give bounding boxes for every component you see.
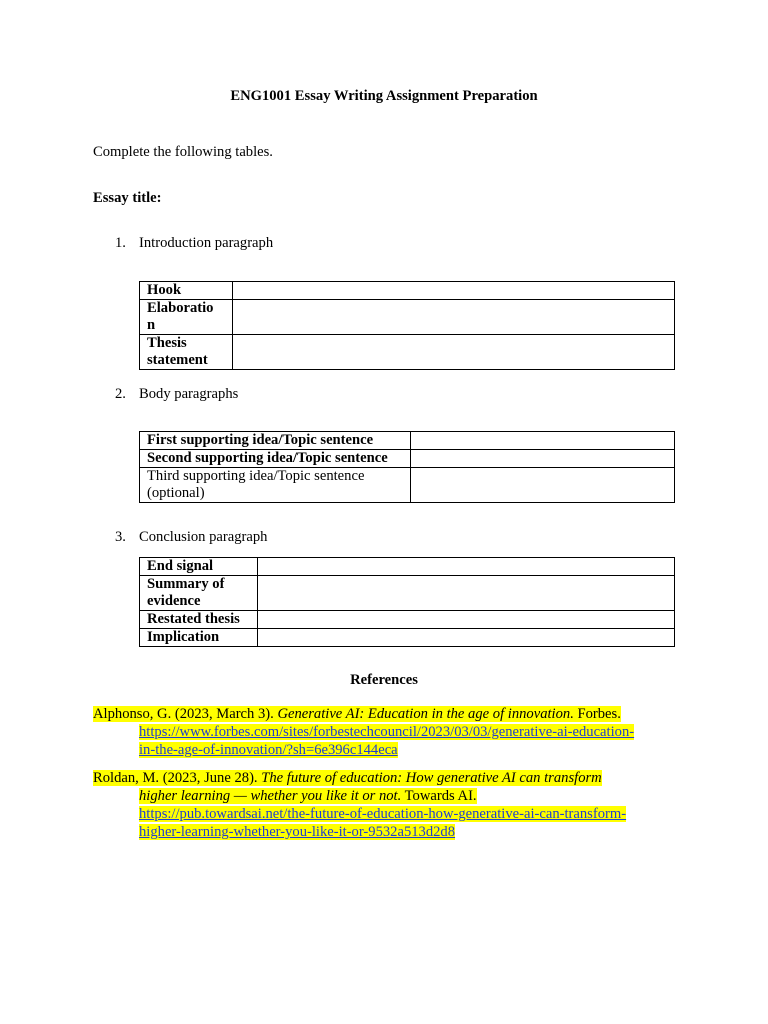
answer-cell-summary-of-evidence[interactable]	[258, 576, 675, 611]
body-paragraphs-table	[139, 431, 675, 503]
answer-cell-second-idea[interactable]	[411, 450, 675, 468]
row-label-end-signal: End signal	[140, 558, 258, 576]
section-body-heading	[115, 386, 238, 403]
answer-cell-implication[interactable]	[258, 629, 675, 647]
row-label-second-idea: Second supporting idea/Topic sentence	[140, 450, 411, 468]
table-row	[140, 468, 675, 503]
reference-url-link[interactable]: in-the-age-of-innovation/?sh=6e396c144eca	[139, 742, 398, 758]
introduction-table	[139, 281, 675, 370]
section-heading-text: Introduction paragraph	[139, 235, 274, 251]
reference-entry	[93, 705, 673, 759]
reference-title: Generative AI: Education in the age of innovation.	[277, 706, 574, 722]
table-row	[140, 611, 675, 629]
answer-cell-hook[interactable]	[233, 282, 675, 300]
reference-url-link[interactable]: https://www.forbes.com/sites/forbestechcouncil/2023/03/03/generative-ai-education-	[139, 724, 635, 740]
row-label-elaboration: Elaboratio n	[140, 300, 233, 335]
reference-author-date: Roldan, M. (2023, June 28).	[93, 770, 262, 786]
section-introduction-heading	[115, 235, 273, 252]
answer-cell-first-idea[interactable]	[411, 432, 675, 450]
section-conclusion-heading	[115, 529, 267, 546]
reference-publisher: Towards AI.	[401, 788, 477, 804]
reference-url-link[interactable]: https://pub.towardsai.net/the-future-of-education-how-generative-ai-can-transform-	[139, 806, 627, 822]
table-row	[140, 432, 675, 450]
answer-cell-restated-thesis[interactable]	[258, 611, 675, 629]
table-row	[140, 450, 675, 468]
answer-cell-third-idea[interactable]	[411, 468, 675, 503]
list-number: 2.	[115, 386, 126, 402]
row-label-implication: Implication	[140, 629, 258, 647]
answer-cell-end-signal[interactable]	[258, 558, 675, 576]
reference-author-date: Alphonso, G. (2023, March 3).	[93, 706, 278, 722]
table-row	[140, 335, 675, 370]
row-label-first-idea: First supporting idea/Topic sentence	[140, 432, 411, 450]
table-row	[140, 300, 675, 335]
document-title: ENG1001 Essay Writing Assignment Preparation	[230, 88, 538, 104]
reference-title-continued: higher learning — whether you like it or not.	[139, 788, 402, 804]
table-row	[140, 558, 675, 576]
row-label-summary-of-evidence: Summary of evidence	[140, 576, 258, 611]
section-heading-text: Body paragraphs	[139, 386, 239, 402]
instruction-text: Complete the following tables.	[93, 144, 273, 160]
reference-title: The future of education: How generative AI can transform	[261, 770, 602, 786]
row-label-thesis-statement: Thesis statement	[140, 335, 233, 370]
table-row	[140, 629, 675, 647]
reference-entry	[93, 769, 673, 841]
answer-cell-thesis-statement[interactable]	[233, 335, 675, 370]
reference-publisher: Forbes.	[573, 706, 621, 722]
table-row	[140, 282, 675, 300]
references-heading: References	[350, 672, 418, 688]
essay-title-label: Essay title:	[93, 190, 162, 206]
reference-url-link[interactable]: higher-learning-whether-you-like-it-or-9532a513d2d8	[139, 824, 456, 840]
answer-cell-elaboration[interactable]	[233, 300, 675, 335]
row-label-hook: Hook	[140, 282, 233, 300]
row-label-restated-thesis: Restated thesis	[140, 611, 258, 629]
row-label-third-idea: Third supporting idea/Topic sentence (optional)	[140, 468, 411, 503]
list-number: 1.	[115, 235, 126, 251]
table-row	[140, 576, 675, 611]
section-heading-text: Conclusion paragraph	[139, 529, 268, 545]
conclusion-table	[139, 557, 675, 647]
list-number: 3.	[115, 529, 126, 545]
